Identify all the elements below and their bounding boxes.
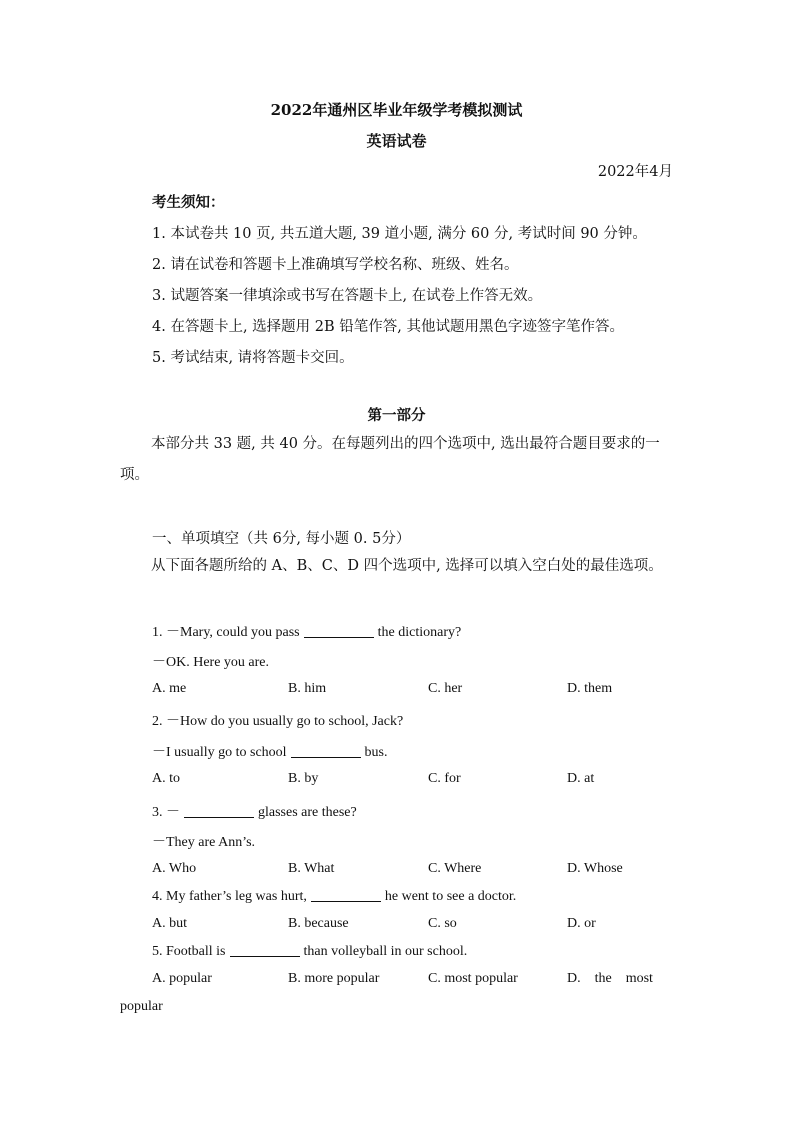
notice-item: 4. 在答题卡上, 选择题用 2B 铅笔作答, 其他试题用黑色字迹签字笔作答。 xyxy=(152,319,624,335)
part-intro: 本部分共 33 题, 共 40 分。在每题列出的四个选项中, 选出最符合题目要求的一项。 xyxy=(120,436,660,483)
option: A. Who xyxy=(152,861,197,876)
notice-heading: 考生须知： xyxy=(152,194,225,211)
question-line: 4. My father’s leg was hurt, he went to see a doctor. xyxy=(152,889,517,904)
notice-item: 5. 考试结束, 请将答题卡交回。 xyxy=(152,350,354,366)
option: B. him xyxy=(288,681,327,696)
exam-date: 2022年4月 xyxy=(597,164,673,180)
answer-blank xyxy=(291,756,361,758)
exam-title: 2022年通州区毕业年级学考模拟测试 xyxy=(270,101,523,119)
option: C. so xyxy=(428,916,457,931)
answer-blank xyxy=(304,636,374,638)
option: C. most popular xyxy=(428,971,518,986)
option: B. more popular xyxy=(288,971,380,986)
option: C. for xyxy=(428,771,461,786)
option: D. them xyxy=(567,681,613,696)
notice-item: 2. 请在试卷和答题卡上准确填写学校名称、班级、姓名。 xyxy=(152,257,519,273)
part-heading: 第一部分 xyxy=(367,407,426,424)
question-line: 1. －Mary, could you pass the dictionary? xyxy=(152,625,462,640)
question-line: －OK. Here you are. xyxy=(152,655,270,670)
question-line: 5. Football is than volleyball in our school. xyxy=(152,944,468,959)
option: A. to xyxy=(152,771,180,786)
option: B. because xyxy=(288,916,349,931)
question-line: －They are Ann’s. xyxy=(152,835,256,850)
question-line: －I usually go to school bus. xyxy=(152,745,388,760)
option: B. What xyxy=(288,861,335,876)
option: D. or xyxy=(567,916,596,931)
option: A. but xyxy=(152,916,187,931)
question-line: 3. － glasses are these? xyxy=(152,805,357,820)
answer-blank xyxy=(230,955,300,957)
option: B. by xyxy=(288,771,319,786)
section-heading: 一、单项填空（共 6分, 每小题 0. 5分） xyxy=(152,531,411,547)
option: A. popular xyxy=(152,971,212,986)
question-line: 2. －How do you usually go to school, Jack? xyxy=(152,714,404,729)
option: D. at xyxy=(567,771,595,786)
option: C. her xyxy=(428,681,463,696)
answer-blank xyxy=(184,816,254,818)
option: C. Where xyxy=(428,861,482,876)
section-instruction: 从下面各题所给的 A、B、C、D 四个选项中, 选择可以填入空白处的最佳选项。 xyxy=(151,558,663,574)
answer-blank xyxy=(311,900,381,902)
option-wrap: popular xyxy=(120,999,163,1014)
notice-item: 3. 试题答案一律填涂或书写在答题卡上, 在试卷上作答无效。 xyxy=(152,288,543,304)
notice-item: 1. 本试卷共 10 页, 共五道大题, 39 道小题, 满分 60 分, 考试时间 90 分钟。 xyxy=(152,226,647,242)
option: D. the most xyxy=(567,971,653,986)
option: D. Whose xyxy=(567,861,623,876)
option: A. me xyxy=(152,681,187,696)
exam-subtitle: 英语试卷 xyxy=(366,132,427,150)
